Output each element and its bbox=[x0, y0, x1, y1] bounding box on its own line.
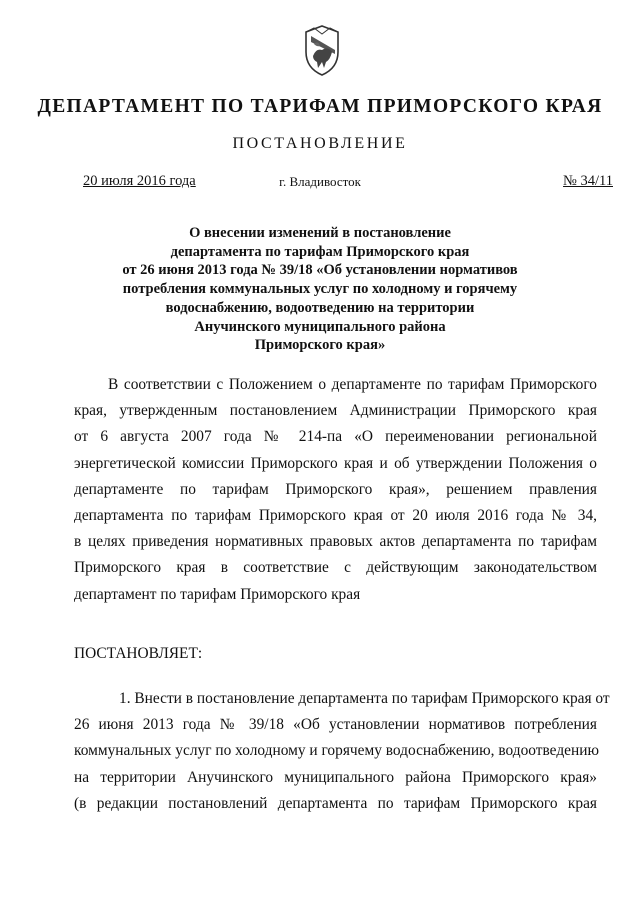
paragraph-line: департамент по тарифам Приморского края bbox=[74, 585, 361, 603]
subject-line: О внесении изменений в постановление bbox=[189, 225, 451, 241]
preamble-paragraph bbox=[74, 372, 597, 608]
subject-line: Анучинского муниципального района bbox=[194, 318, 446, 335]
paragraph-line: В соответствии с Положением о департаменте по тарифам Приморского bbox=[108, 376, 597, 393]
decree-heading: ПОСТАНОВЛЯЕТ: bbox=[74, 645, 203, 662]
subject-line: потребления коммунальных услуг по холодному и горячему bbox=[122, 281, 518, 298]
paragraph-line: 1. Внести в постановление департамента по тарифам Приморского края от bbox=[119, 690, 610, 707]
paragraph-line: департамента по тарифам Приморского края от 20 июля 2016 года № 34, bbox=[74, 507, 597, 525]
clause-1-paragraph bbox=[74, 686, 610, 817]
subject-line: от 26 июня 2013 года № 39/18 «Об установлении нормативов bbox=[122, 262, 518, 279]
document-type: ПОСТАНОВЛЕНИЕ bbox=[232, 135, 408, 152]
paragraph-line: (в редакции постановлений департамента по тарифам Приморского края bbox=[74, 794, 597, 812]
paragraph-line: на территории Анучинского муниципального района Приморского края» bbox=[74, 768, 597, 786]
document-city: г. Владивосток bbox=[279, 174, 361, 189]
document-number: № 34/11 bbox=[563, 173, 613, 189]
paragraph-line: департаменте по тарифам Приморского края», решением правления bbox=[74, 480, 597, 498]
paragraph-line: Приморского края в соответствие с действующим законодательством bbox=[74, 559, 597, 577]
document-date: 20 июля 2016 года bbox=[83, 173, 196, 189]
document-subject bbox=[90, 224, 550, 355]
paragraph-line: энергетической комиссии Приморского края и об утверждении Положения о bbox=[74, 454, 597, 472]
paragraph-line: края, утвержденным постановлением Администрации Приморского края bbox=[74, 402, 597, 420]
coat-of-arms-icon bbox=[302, 22, 342, 78]
paragraph-line: от 6 августа 2007 года № 214-па «О переименовании региональной bbox=[74, 428, 597, 446]
paragraph-line: коммунальных услуг по холодному и горячему водоснабжению, водоотведению bbox=[74, 742, 599, 760]
subject-line: департамента по тарифам Приморского края bbox=[170, 243, 470, 260]
paragraph-line: в целях приведения нормативных правовых актов департамента по тарифам bbox=[74, 533, 597, 551]
department-title: ДЕПАРТАМЕНТ ПО ТАРИФАМ ПРИМОРСКОГО КРАЯ bbox=[37, 96, 603, 117]
paragraph-line: 26 июня 2013 года № 39/18 «Об установлении нормативов потребления bbox=[74, 716, 597, 734]
subject-line: водоснабжению, водоотведению на территории bbox=[165, 299, 475, 316]
subject-line: Приморского края» bbox=[254, 337, 386, 354]
